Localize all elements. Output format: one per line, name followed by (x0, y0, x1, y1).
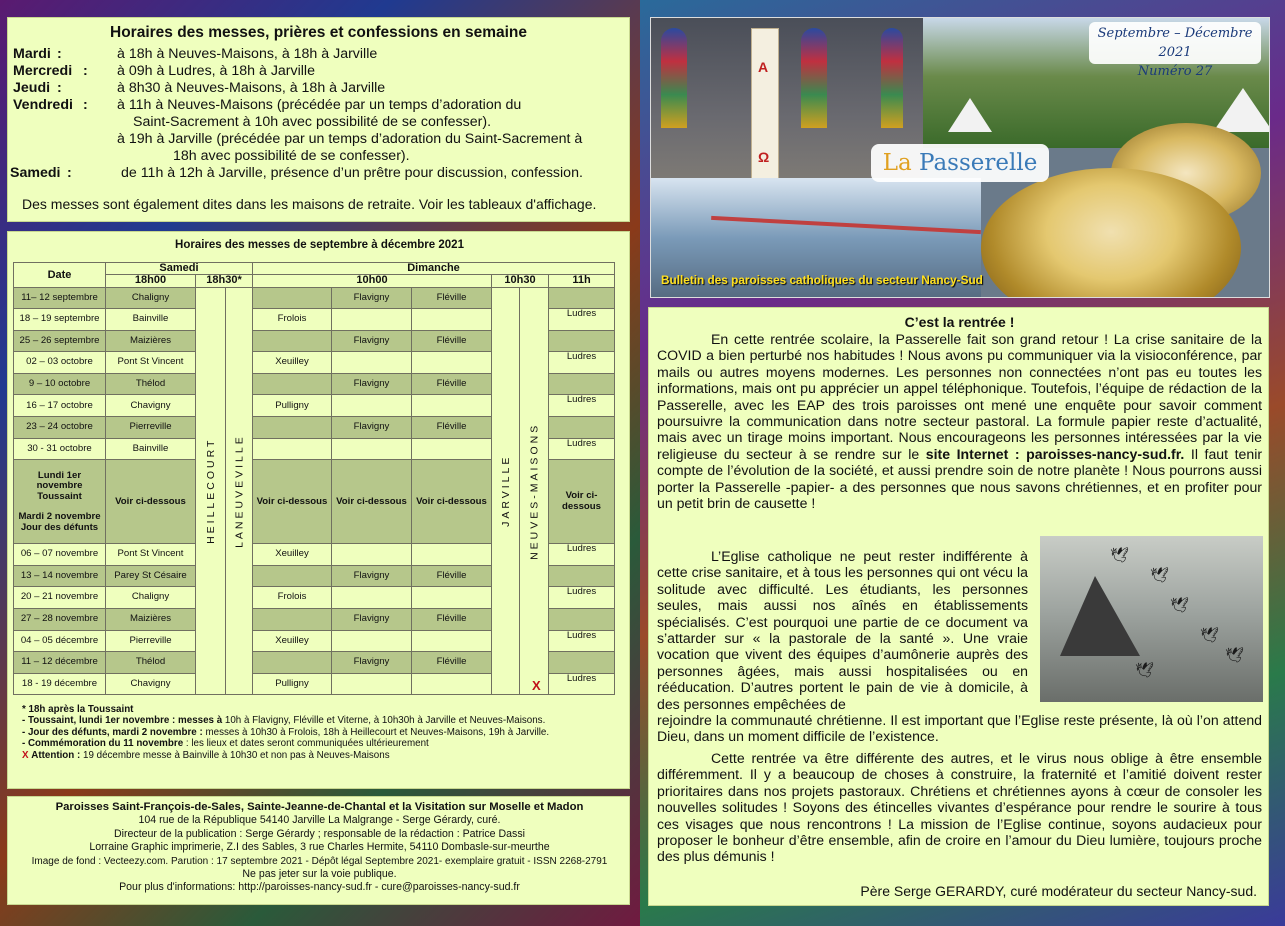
publication-footer (7, 796, 630, 905)
schedule-box (7, 231, 630, 789)
note-2: - Toussaint, lundi 1er novembre : messes à 10h à Flavigny, Fléville et Viterne, à 10h30h à Jarville et Neuves-Maisons. (22, 715, 546, 727)
voir-c3: Voir ci-dessous (412, 460, 492, 544)
weekday-note: Des messes sont également dites dans les maisons de retraite. Voir les tableaux d'affichage. (22, 196, 597, 212)
footer-printer: Lorraine Graphic imprimerie, Z.I des Sables, 3 rue Charles Hermite, 54110 Dombasle-sur-meurthe (89, 841, 550, 854)
cell-c1 (253, 609, 332, 631)
article-paragraph-3: Cette rentrée va être différente des autres, et le virus nous oblige à être ensemble différemment. Il y a beaucoup de choses à construire, la fraternité et l’amitié doivent rester prioritaires dans nos projets pastoraux. Chrétiens et chrétiennes ayons à cœur de consoler les nouvelles solitudes ! Soyons des étincelles vivantes d’espérance pour rendre le sourire à tous ces visages que nous rencontrons ! La mission de l’Eglise continue, soyons audacieux pour proposer le bonheur d’être ensemble, afin de croire en l’amour du Dieu lumière, toujours proche des plus démunis ! (657, 750, 1262, 865)
cell-sam: Pierreville (106, 630, 196, 652)
cell-c3: Fléville (412, 287, 492, 309)
cell-c2 (332, 673, 412, 695)
header-10h00: 10h00 (253, 274, 492, 287)
geese-photo: 🕊 🕊 🕊 🕊 🕊 🕊 (1040, 536, 1263, 702)
cell-c4: Ludres (549, 352, 615, 374)
vendredi-text-3: à 19h à Jarville (précédée par un temps d’adoration du Saint-Sacrement à (117, 131, 583, 147)
cell-c4: Ludres (549, 587, 615, 609)
cell-c1: Xeuilley (253, 544, 332, 566)
cell-c1: Xeuilley (253, 352, 332, 374)
header-samedi: Samedi (106, 263, 253, 275)
cell-c3: Fléville (412, 652, 492, 674)
article-paragraph-2-end: rejoindre la communauté chrétienne. Il est important que l’Eglise reste présente, là où l’on attend Dieu, dans un moment difficile de l’existence. (657, 712, 1262, 745)
cell-c1 (253, 287, 332, 309)
cell-c2 (332, 587, 412, 609)
cell-c4: Ludres (549, 544, 615, 566)
cell-c1 (253, 373, 332, 395)
cell-c2: Flavigny (332, 652, 412, 674)
cell-c3 (412, 309, 492, 331)
cell-c2 (332, 309, 412, 331)
note-4: - Commémoration du 11 novembre : les lieux et dates seront communiquées ultérieurement (22, 738, 429, 750)
issue-date: Septembre – Décembre 2021 Numéro 27 (1089, 22, 1261, 64)
heillecourt-column: HEILLECOURT (196, 287, 226, 695)
cell-date: 11 – 12 décembre (14, 652, 106, 674)
article-paragraph-2: L’Eglise catholique ne peut rester indifférente à cette crise sanitaire, et à tous les personnes qui ont vécu la solitude avec difficulté. Les étudiants, les personnes seules, mais aussi nos aînés en établissements spécialisés. C’est pourquoi une partie de ce document va s’attarder sur « la pastorale de la santé ». Une vraie vocation que vivent des équipes d’aumônerie auprès des personnes âgées, mais aussi hospitalisées ou en rééducation. D’autres portent le pain de vie à domicile, à des personnes empêchées de (657, 548, 1028, 712)
cover-collage (650, 17, 1270, 298)
cell-c3 (412, 438, 492, 460)
cell-c3 (412, 630, 492, 652)
header-11h: 11h (549, 274, 615, 287)
cell-date: 06 – 07 novembre (14, 544, 106, 566)
cell-sam: Pont St Vincent (106, 352, 196, 374)
label-mardi: Mardi : (13, 46, 62, 62)
cell-date: 20 – 21 novembre (14, 587, 106, 609)
cell-c2 (332, 544, 412, 566)
footer-parishes: Paroisses Saint-François-de-Sales, Sainte-Jeanne-de-Chantal et la Visitation sur Moselle et Madon (55, 801, 584, 813)
cell-c1: Pulligny (253, 673, 332, 695)
cell-special-date: Lundi 1er novembre Toussaint Mardi 2 novembre Jour des défunts (14, 460, 106, 544)
cell-c1 (253, 438, 332, 460)
cell-c1: Frolois (253, 309, 332, 331)
cell-date: 30 - 31 octobre (14, 438, 106, 460)
cell-sam: Thélod (106, 652, 196, 674)
cell-date: 27 – 28 novembre (14, 609, 106, 631)
footer-legal: Image de fond : Vecteezy.com. Parution : 17 septembre 2021 - Dépôt légal Septembre 2021- exemplaire gratuit - ISSN 2268-2791 (31, 855, 608, 867)
cell-c1: Xeuilley (253, 630, 332, 652)
footer-text (8, 801, 631, 895)
cell-sam: Pont St Vincent (106, 544, 196, 566)
cell-c2: Flavigny (332, 330, 412, 352)
article-paragraph-1: En cette rentrée scolaire, la Passerelle fait son grand retour ! La crise sanitaire de la COVID a bien perturbé nos habitudes ! Nous avons pu communiquer via la visioconférence, par mails ou autres moyens modernes. Les personnes non connectées n’ont pas eu toutes les informations, mais ont pu apprécier un appel téléphonique. Toutefois, l’équipe de rédaction de la Passerelle, avec les EAP des trois paroisses ont mené une enquête pour savoir comment poursuivre la communication dans notre secteur pastoral. La formule papier reste d’actualité, mais avec un tirage moins important. Nous encourageons les personnes intéressées par la vie religieuse du secteur à se rendre sur le site Internet : paroisses-nancy-sud.fr. Il faut tenir compte de l’évolution de la société, et aussi prendre soin de notre planète ! Nous pourrons aussi porter la Passerelle -papier- a des personnes que nous savons chrétiennes, et en profiter pour un petit brin de causette ! (657, 331, 1263, 512)
cell-c2: Flavigny (332, 287, 412, 309)
cell-c2: Flavigny (332, 609, 412, 631)
jarville-column: JARVILLE (492, 287, 520, 695)
laneuveville-column: LANEUVEVILLE (226, 287, 253, 695)
cell-c3: Fléville (412, 373, 492, 395)
cell-c4 (549, 373, 615, 395)
footer-notice: Ne pas jeter sur la voie publique. (242, 868, 397, 881)
cell-c2: Flavigny (332, 373, 412, 395)
cell-c2 (332, 438, 412, 460)
cell-c3 (412, 673, 492, 695)
cell-c3 (412, 587, 492, 609)
cell-c4 (549, 287, 615, 309)
header-dimanche: Dimanche (253, 263, 615, 275)
cell-c4: Ludres (549, 630, 615, 652)
cell-c1 (253, 417, 332, 439)
cell-c4 (549, 609, 615, 631)
schedule-row (14, 287, 615, 309)
article-title: C’est la rentrée ! (904, 314, 1015, 330)
cell-sam: Chavigny (106, 395, 196, 417)
cell-c4: Ludres (549, 673, 615, 695)
header-10h30: 10h30 (492, 274, 549, 287)
cell-c4 (549, 330, 615, 352)
cell-c2 (332, 630, 412, 652)
cell-sam: Bainville (106, 438, 196, 460)
cell-c1 (253, 330, 332, 352)
schedule-table (13, 262, 615, 695)
voir-c4: Voir ci-dessous (549, 460, 615, 544)
cell-c3 (412, 395, 492, 417)
cell-c4: Ludres (549, 438, 615, 460)
samedi-text: de 11h à 12h à Jarville, présence d’un prêtre pour discussion, confession. (121, 165, 583, 181)
cell-date: 13 – 14 novembre (14, 565, 106, 587)
cell-c2 (332, 352, 412, 374)
bulletin-name: La Passerelle (871, 144, 1049, 182)
header-18h30: 18h30* (196, 274, 253, 287)
cell-date: 02 – 03 octobre (14, 352, 106, 374)
bainville-exception-mark: X (532, 678, 541, 693)
note-1: * 18h après la Toussaint (22, 704, 134, 715)
cell-date: 25 – 26 septembre (14, 330, 106, 352)
cell-c4 (549, 565, 615, 587)
mont-saint-michel-icon (1060, 576, 1140, 656)
cell-c3: Fléville (412, 417, 492, 439)
mercredi-text: à 09h à Ludres, à 18h à Jarville (117, 63, 315, 79)
footer-director: Directeur de la publication : Serge Gérardy ; responsable de la rédaction : Patrice Dassi (113, 827, 525, 840)
cell-c3: Fléville (412, 609, 492, 631)
vendredi-text-2: Saint-Sacrement à 10h avec possibilité de se confesser). (133, 114, 492, 130)
schedule-notes (22, 704, 622, 761)
voir-sam: Voir ci-dessous (106, 460, 196, 544)
cell-c3: Fléville (412, 330, 492, 352)
label-mercredi: Mercredi : (13, 63, 88, 79)
cell-c3: Fléville (412, 565, 492, 587)
cell-date: 11– 12 septembre (14, 287, 106, 309)
cell-date: 16 – 17 octobre (14, 395, 106, 417)
jeudi-text: à 8h30 à Neuves-Maisons, à 18h à Jarville (117, 80, 386, 96)
cell-sam: Maizières (106, 609, 196, 631)
cell-sam: Chaligny (106, 587, 196, 609)
cell-sam: Maizières (106, 330, 196, 352)
voir-c2: Voir ci-dessous (332, 460, 412, 544)
cell-c1 (253, 565, 332, 587)
cell-date: 9 – 10 octobre (14, 373, 106, 395)
cell-sam: Bainville (106, 309, 196, 331)
vendredi-text-4: 18h avec possibilité de se confesser). (173, 148, 410, 164)
cell-date: 04 – 05 décembre (14, 630, 106, 652)
cell-date: 18 - 19 décembre (14, 673, 106, 695)
cell-c1 (253, 652, 332, 674)
vendredi-text-1: à 11h à Neuves-Maisons (précédée par un temps d’adoration du (117, 97, 522, 113)
footer-contact: Pour plus d'informations: http://paroisses-nancy-sud.fr - cure@paroisses-nancy-sud.fr (119, 881, 520, 894)
cell-c2: Flavigny (332, 417, 412, 439)
mardi-text: à 18h à Neuves-Maisons, à 18h à Jarville (117, 46, 378, 62)
cell-sam: Thélod (106, 373, 196, 395)
label-vendredi: Vendredi : (13, 97, 88, 113)
cell-date: 18 – 19 septembre (14, 309, 106, 331)
cell-sam: Chaligny (106, 287, 196, 309)
cell-sam: Pierreville (106, 417, 196, 439)
editorial-article (648, 307, 1269, 906)
cell-c4: Ludres (549, 395, 615, 417)
weekday-schedule-box (7, 17, 630, 222)
note-5: X Attention : 19 décembre messe à Bainville à 10h30 et non pas à Neuves-Maisons (22, 749, 390, 761)
label-samedi: Samedi : (10, 165, 72, 181)
weekday-title: Horaires des messes, prières et confessions en semaine (110, 24, 527, 41)
neuves-maisons-column: NEUVES-MAISONS (520, 287, 549, 695)
paschal-candle-icon: A Ω (751, 28, 779, 198)
cell-c2: Flavigny (332, 565, 412, 587)
cell-c4 (549, 652, 615, 674)
cell-date: 23 – 24 octobre (14, 417, 106, 439)
cell-c4: Ludres (549, 309, 615, 331)
cell-c1: Pulligny (253, 395, 332, 417)
footer-address: 104 rue de la République 54140 Jarville La Malgrange - Serge Gérardy, curé. (138, 814, 501, 827)
cell-c4 (549, 417, 615, 439)
note-3: - Jour des défunts, mardi 2 novembre : messes à 10h30 à Frolois, 18h à Heillecourt et Neuves-Maisons, 19h à Jarville. (22, 726, 550, 738)
label-jeudi: Jeudi : (13, 80, 62, 96)
cell-c3 (412, 544, 492, 566)
article-signature: Père Serge GERARDY, curé modérateur du secteur Nancy-sud. (860, 883, 1257, 899)
cell-sam: Chavigny (106, 673, 196, 695)
voir-c1: Voir ci-dessous (253, 460, 332, 544)
header-date: Date (14, 263, 106, 288)
cell-c3 (412, 352, 492, 374)
schedule-title: Horaires des messes de septembre à décembre 2021 (175, 239, 464, 251)
cell-c2 (332, 395, 412, 417)
bulletin-caption: Bulletin des paroisses catholiques du secteur Nancy-Sud (661, 273, 983, 287)
header-18h00: 18h00 (106, 274, 196, 287)
cell-c1: Frolois (253, 587, 332, 609)
cell-sam: Parey St Césaire (106, 565, 196, 587)
